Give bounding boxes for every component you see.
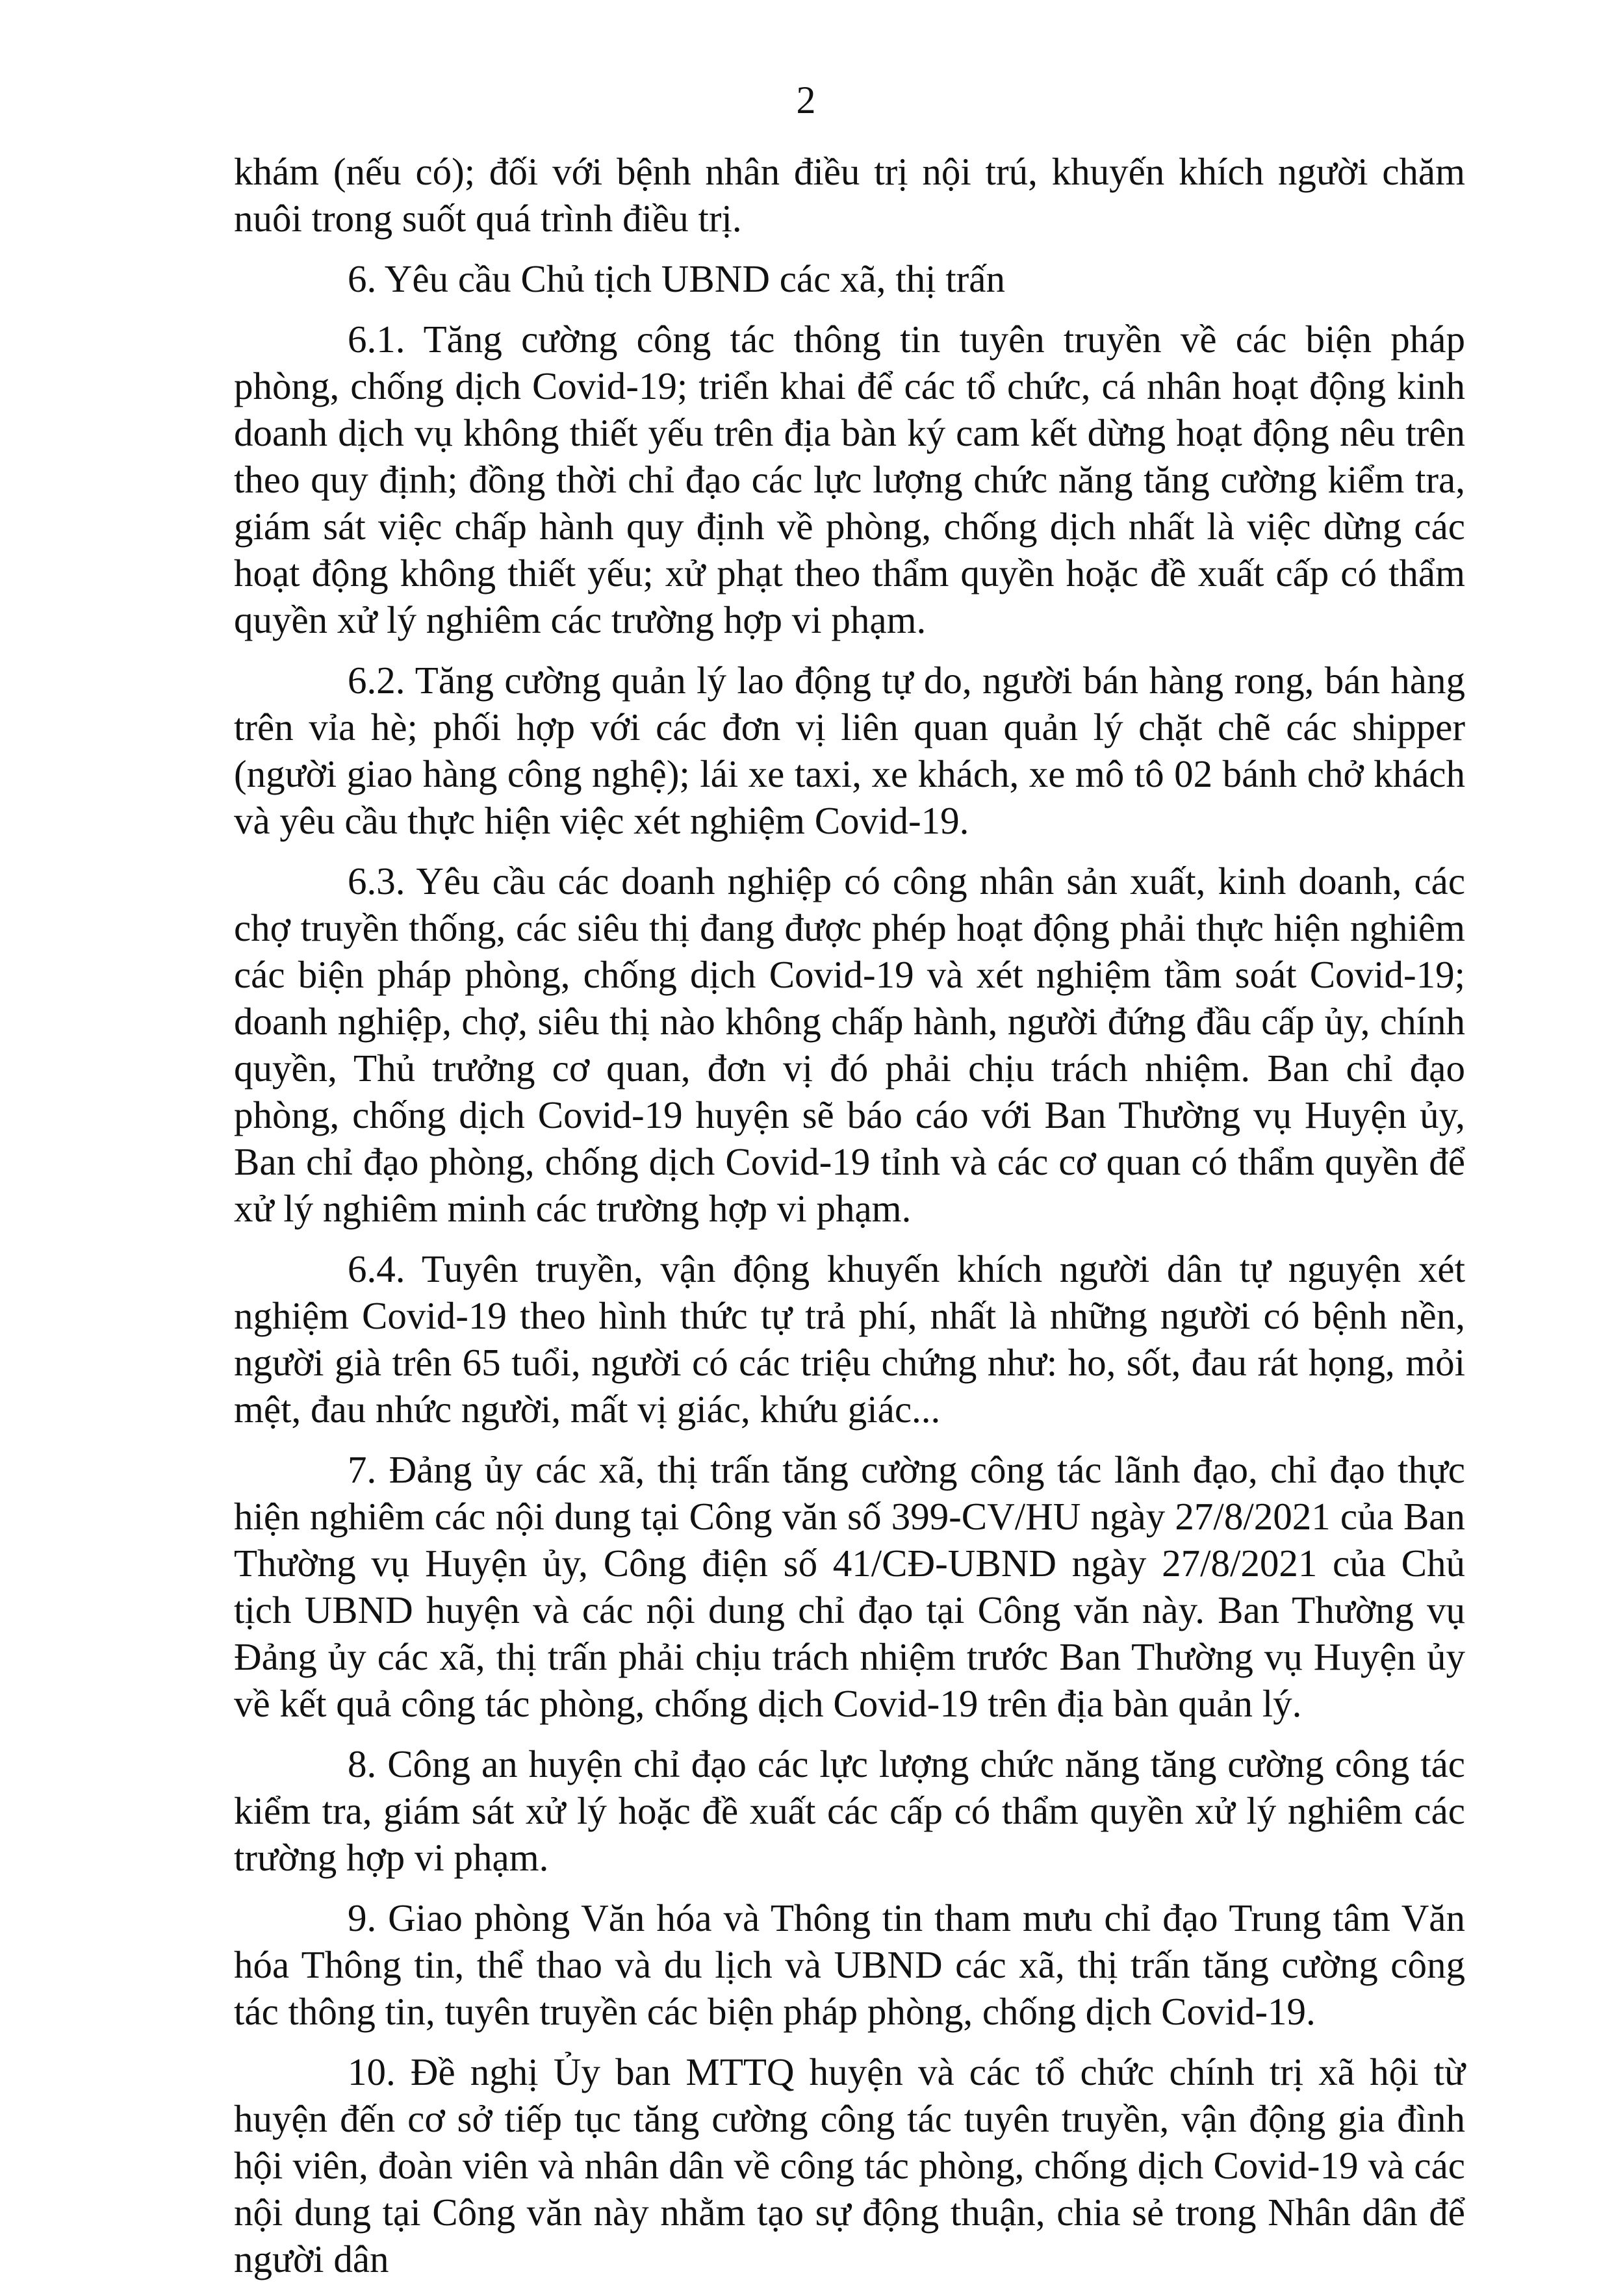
paragraph-9: 9. Giao phòng Văn hóa và Thông tin tham mưu chỉ đạo Trung tâm Văn hóa Thông tin, thể thao và du lịch và UBND các xã, thị trấn tăng cường công tác thông tin, tuyên truyền các biện pháp phòng, chống dịch Covid-19. (234, 1896, 1465, 2033)
paragraph-6-4: 6.4. Tuyên truyền, vận động khuyến khích người dân tự nguyện xét nghiệm Covid-19 theo hình thức tự trả phí, nhất là những người có bệnh nền, người già trên 65 tuổi, người có các triệu chứng như: ho, sốt, đau rát họng, mỏi mệt, đau nhức người, mất vị giác, khứu giác... (234, 1247, 1465, 1431)
paragraph-8: 8. Công an huyện chỉ đạo các lực lượng chức năng tăng cường công tác kiểm tra, giám sát xử lý hoặc đề xuất các cấp có thẩm quyền xử lý nghiêm các trường hợp vi phạm. (234, 1742, 1465, 1879)
paragraph-6-3: 6.3. Yêu cầu các doanh nghiệp có công nhân sản xuất, kinh doanh, các chợ truyền thống, các siêu thị đang được phép hoạt động phải thực hiện nghiêm các biện pháp phòng, chống dịch Covid-19 và xét nghiệm tầm soát Covid-19; doanh nghiệp, chợ, siêu thị nào không chấp hành, người đứng đầu cấp ủy, chính quyền, Thủ trưởng cơ quan, đơn vị đó phải chịu trách nhiệm. Ban chỉ đạo phòng, chống dịch Covid-19 huyện sẽ báo cáo với Ban Thường vụ Huyện ủy, Ban chỉ đạo phòng, chống dịch Covid-19 tỉnh và các cơ quan có thẩm quyền để xử lý nghiêm minh các trường hợp vi phạm. (234, 860, 1465, 1230)
paragraph-continuation: khám (nếu có); đối với bệnh nhân điều trị nội trú, khuyến khích người chăm nuôi trong suốt quá trình điều trị. (234, 150, 1465, 240)
paragraph-6-1: 6.1. Tăng cường công tác thông tin tuyên truyền về các biện pháp phòng, chống dịch Covid-19; triển khai để các tổ chức, cá nhân hoạt động kinh doanh dịch vụ không thiết yếu trên địa bàn ký cam kết dừng hoạt động nêu trên theo quy định; đồng thời chỉ đạo các lực lượng chức năng tăng cường kiểm tra, giám sát việc chấp hành quy định về phòng, chống dịch nhất là việc dừng các hoạt động không thiết yếu; xử phạt theo thẩm quyền hoặc đề xuất cấp có thẩm quyền xử lý nghiêm các trường hợp vi phạm. (234, 318, 1465, 641)
page-number: 2 (796, 79, 816, 121)
paragraph-10: 10. Đề nghị Ủy ban MTTQ huyện và các tổ chức chính trị xã hội từ huyện đến cơ sở tiếp tục tăng cường công tác tuyên truyền, vận động gia đình hội viên, đoàn viên và nhân dân về công tác phòng, chống dịch Covid-19 và các nội dung tại Công văn này nhằm tạo sự động thuận, chia sẻ trong Nhân dân để người dân (234, 2050, 1465, 2280)
document-body (234, 148, 1465, 2296)
paragraph-section-6-heading: 6. Yêu cầu Chủ tịch UBND các xã, thị trấn (348, 257, 1005, 300)
paragraph-6-2: 6.2. Tăng cường quản lý lao động tự do, người bán hàng rong, bán hàng trên vỉa hè; phối hợp với các đơn vị liên quan quản lý chặt chẽ các shipper (người giao hàng công nghệ); lái xe taxi, xe khách, xe mô tô 02 bánh chở khách và yêu cầu thực hiện việc xét nghiệm Covid-19. (234, 659, 1465, 842)
paragraph-7: 7. Đảng ủy các xã, thị trấn tăng cường công tác lãnh đạo, chỉ đạo thực hiện nghiêm các nội dung tại Công văn số 399-CV/HU ngày 27/8/2021 của Ban Thường vụ Huyện ủy, Công điện số 41/CĐ-UBND ngày 27/8/2021 của Chủ tịch UBND huyện và các nội dung chỉ đạo tại Công văn này. Ban Thường vụ Đảng ủy các xã, thị trấn phải chịu trách nhiệm trước Ban Thường vụ Huyện ủy về kết quả công tác phòng, chống dịch Covid-19 trên địa bàn quản lý. (234, 1448, 1465, 1725)
